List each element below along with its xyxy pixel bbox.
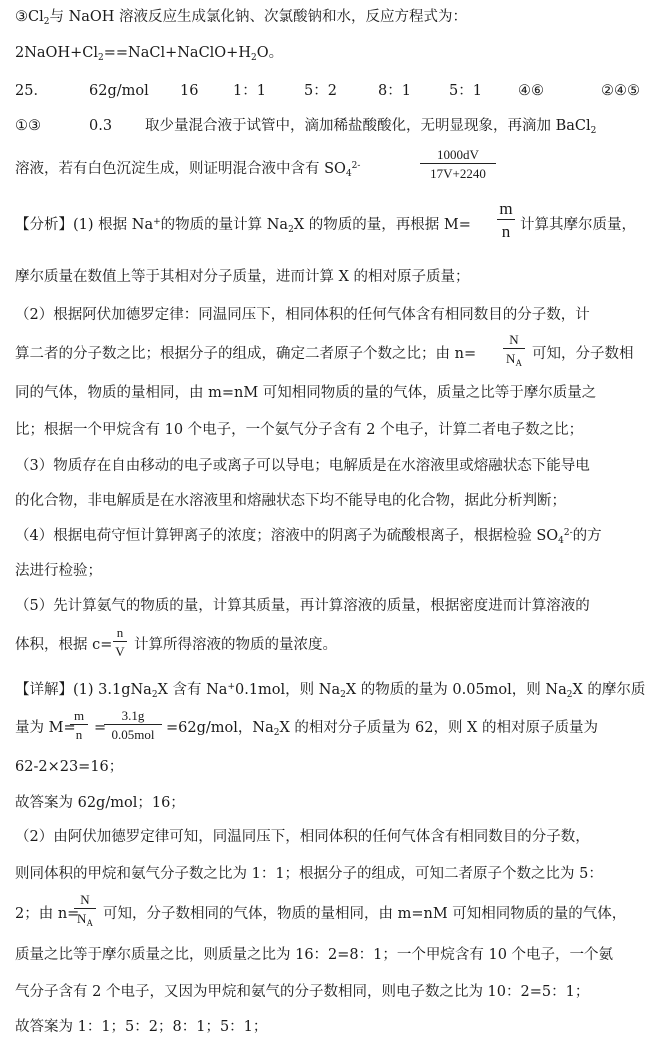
text-line-6-tail bbox=[520, 214, 651, 236]
text-line-19-tail bbox=[166, 717, 651, 739]
text: 0.1mol，则 Na bbox=[234, 682, 341, 698]
text: 气分子含有 2 个电子，又因为甲烷和氨气的分子数相同，则电子数之比为 10：2=5：1； bbox=[15, 984, 590, 1000]
text: X 含有 Na bbox=[157, 682, 228, 698]
fraction bbox=[113, 626, 127, 658]
text: 【详解】(1) 3.1gNa bbox=[15, 682, 152, 698]
text-line-12 bbox=[15, 455, 651, 477]
fraction-numerator: m bbox=[497, 200, 515, 220]
fraction-denominator: N bbox=[506, 351, 516, 366]
text: 2NaOH+Cl bbox=[15, 45, 98, 61]
fraction-numerator: m bbox=[70, 709, 88, 725]
text: 法进行检验； bbox=[15, 563, 102, 579]
text: 的方 bbox=[572, 528, 602, 544]
text: 溶液，若有白色沉淀生成，则证明混合液中含有 SO bbox=[15, 161, 346, 177]
equals-sign: = bbox=[94, 720, 107, 736]
fraction-denominator: n bbox=[501, 222, 511, 241]
text-line-18 bbox=[15, 679, 651, 701]
text-line-17-tail bbox=[134, 634, 651, 656]
subscript: A bbox=[515, 358, 522, 368]
superscript: 2- bbox=[563, 528, 573, 538]
superscript: + bbox=[153, 217, 161, 227]
superscript: 2- bbox=[351, 161, 361, 171]
text: 故答案为 1：1；5：2；8：1；5：1； bbox=[15, 1019, 268, 1035]
fraction-denominator: N bbox=[77, 911, 87, 926]
text-line-5 bbox=[15, 158, 651, 180]
fraction-numerator: 1000dV bbox=[420, 148, 496, 164]
text-line-22 bbox=[15, 826, 651, 848]
text-line-13 bbox=[15, 490, 651, 512]
text-line-10 bbox=[15, 382, 651, 404]
text: 算二者的分子数之比；根据分子的组成，确定二者原子个数之比；由 n= bbox=[15, 346, 477, 362]
text-line-21 bbox=[15, 792, 651, 814]
text-line-11 bbox=[15, 419, 651, 441]
fraction-numerator: N bbox=[503, 333, 525, 349]
text: 的物质的量计算 Na bbox=[160, 217, 289, 233]
answer-cell: 62g/mol bbox=[89, 83, 149, 99]
fraction bbox=[104, 709, 162, 741]
text-line-4 bbox=[15, 115, 651, 137]
equation-line bbox=[15, 42, 651, 64]
text-line-26 bbox=[15, 981, 651, 1003]
text: （2）根据阿伏加德罗定律：同温同压下，相同体积的任何气体含有相同数目的分子数，计 bbox=[15, 307, 590, 323]
answer-cell: 8：1 bbox=[378, 83, 411, 99]
text: 故答案为 62g/mol；16； bbox=[15, 795, 185, 811]
text-line-9-tail bbox=[532, 343, 651, 365]
text: 62-2×23=16； bbox=[15, 759, 124, 775]
fraction bbox=[420, 148, 496, 180]
text-line-25 bbox=[15, 944, 651, 966]
text-line-8 bbox=[15, 304, 651, 326]
fraction bbox=[74, 892, 96, 928]
fraction bbox=[70, 709, 88, 741]
text: 计算其摩尔质量， bbox=[520, 217, 636, 233]
text-line-15 bbox=[15, 560, 651, 582]
text: O。 bbox=[256, 45, 284, 61]
text: ③Cl bbox=[15, 9, 44, 25]
subscript: 2 bbox=[43, 17, 50, 27]
answer-cell: 0.3 bbox=[89, 118, 113, 134]
text-line-23 bbox=[15, 863, 651, 885]
text-line-16 bbox=[15, 595, 651, 617]
fraction-numerator: 3.1g bbox=[104, 709, 162, 725]
subscript: 2 bbox=[97, 53, 104, 63]
text: 与 NaOH 溶液反应生成氯化钠、次氯酸钠和水，反应方程式为： bbox=[49, 9, 468, 25]
text-line-14 bbox=[15, 525, 651, 547]
text: （4）根据电荷守恒计算钾离子的浓度；溶液中的阴离子为硫酸根离子，根据检验 SO bbox=[15, 528, 559, 544]
subscript: 4 bbox=[345, 169, 352, 179]
text: 可知，分子数相 bbox=[532, 346, 634, 362]
text: 取少量混合液于试管中，滴加稀盐酸酸化，无明显现象，再滴加 BaCl bbox=[145, 118, 591, 134]
text: 则同体积的甲烷和氨气分子数之比为 1：1；根据分子的组成，可知二者原子个数之比为 5： bbox=[15, 866, 603, 882]
text: （2）由阿伏加德罗定律可知，同温同压下，相同体积的任何气体含有相同数目的分子数， bbox=[15, 829, 590, 845]
answer-cell: ①③ bbox=[15, 118, 41, 134]
text: 比；根据一个甲烷含有 10 个电子，一个氨气分子含有 2 个电子，计算二者电子数之比； bbox=[15, 422, 584, 438]
text: 【分析】(1) 根据 Na bbox=[15, 217, 154, 233]
subscript: 4 bbox=[558, 536, 564, 546]
answer-cell: ②④⑤ bbox=[601, 83, 640, 99]
answers-row bbox=[15, 80, 651, 102]
subscript: 2 bbox=[288, 225, 294, 235]
text-line-27 bbox=[15, 1016, 651, 1038]
fraction bbox=[497, 200, 515, 240]
text: 2；由 n= bbox=[15, 906, 80, 922]
answer-cell: 5：2 bbox=[304, 83, 337, 99]
fraction-numerator: N bbox=[74, 893, 96, 909]
text: X 的物质的量为 0.05mol，则 Na bbox=[345, 682, 567, 698]
text: 摩尔质量在数值上等于其相对分子质量，进而计算 X 的相对原子质量； bbox=[15, 269, 470, 285]
text: X 的相对分子质量为 62，则 X 的相对原子质量为 bbox=[279, 720, 598, 736]
text: 体积，根据 c= bbox=[15, 637, 113, 653]
answer-cell: 5：1 bbox=[449, 83, 482, 99]
fraction-denominator: 17V+2240 bbox=[430, 166, 486, 181]
text-line-20 bbox=[15, 756, 651, 778]
question-number: 25． bbox=[15, 83, 48, 99]
fraction-denominator: n bbox=[75, 727, 83, 742]
text: =62g/mol，Na bbox=[166, 720, 274, 736]
subscript: 2 bbox=[250, 53, 257, 63]
subscript: A bbox=[86, 918, 93, 928]
text: X 的摩尔质 bbox=[572, 682, 646, 698]
subscript: 2 bbox=[566, 690, 573, 700]
fraction bbox=[503, 332, 525, 368]
text: 量为 M= bbox=[15, 720, 76, 736]
text: X 的物质的量，再根据 M= bbox=[293, 217, 471, 233]
text-line-1 bbox=[15, 6, 651, 28]
subscript: 2 bbox=[151, 690, 158, 700]
answer-cell: 1：1 bbox=[233, 83, 266, 99]
answer-cell: 16 bbox=[180, 83, 199, 99]
subscript: 2 bbox=[273, 728, 280, 738]
fraction-numerator: n bbox=[113, 626, 127, 642]
subscript: 2 bbox=[340, 690, 346, 700]
fraction-denominator: V bbox=[115, 644, 125, 659]
text: （5）先计算氨气的物质的量，计算其质量，再计算溶液的质量，根据密度进而计算溶液的 bbox=[15, 598, 590, 614]
fraction-denominator: 0.05mol bbox=[111, 727, 155, 742]
superscript: + bbox=[227, 682, 235, 692]
text-line-24-tail bbox=[103, 903, 651, 925]
text-line-7 bbox=[15, 266, 651, 288]
text: 质量之比等于摩尔质量之比，则质量之比为 16：2=8：1；一个甲烷含有 10 个电子，一个氨 bbox=[15, 947, 614, 963]
answer-cell: ④⑥ bbox=[518, 83, 544, 99]
text: 计算所得溶液的物质的量浓度。 bbox=[134, 637, 337, 653]
text: 同的气体，物质的量相同，由 m=nM 可知相同物质的量的气体，质量之比等于摩尔质量之 bbox=[15, 385, 597, 401]
text: 可知，分子数相同的气体，物质的量相同，由 m=nM 可知相同物质的量的气体， bbox=[103, 906, 627, 922]
subscript: 2 bbox=[590, 126, 597, 136]
text: ==NaCl+NaClO+H bbox=[103, 45, 251, 61]
text: 的化合物，非电解质是在水溶液里和熔融状态下均不能导电的化合物，据此分析判断； bbox=[15, 493, 566, 509]
text: （3）物质存在自由移动的电子或离子可以导电；电解质是在水溶液里或熔融状态下能导电 bbox=[15, 458, 590, 474]
